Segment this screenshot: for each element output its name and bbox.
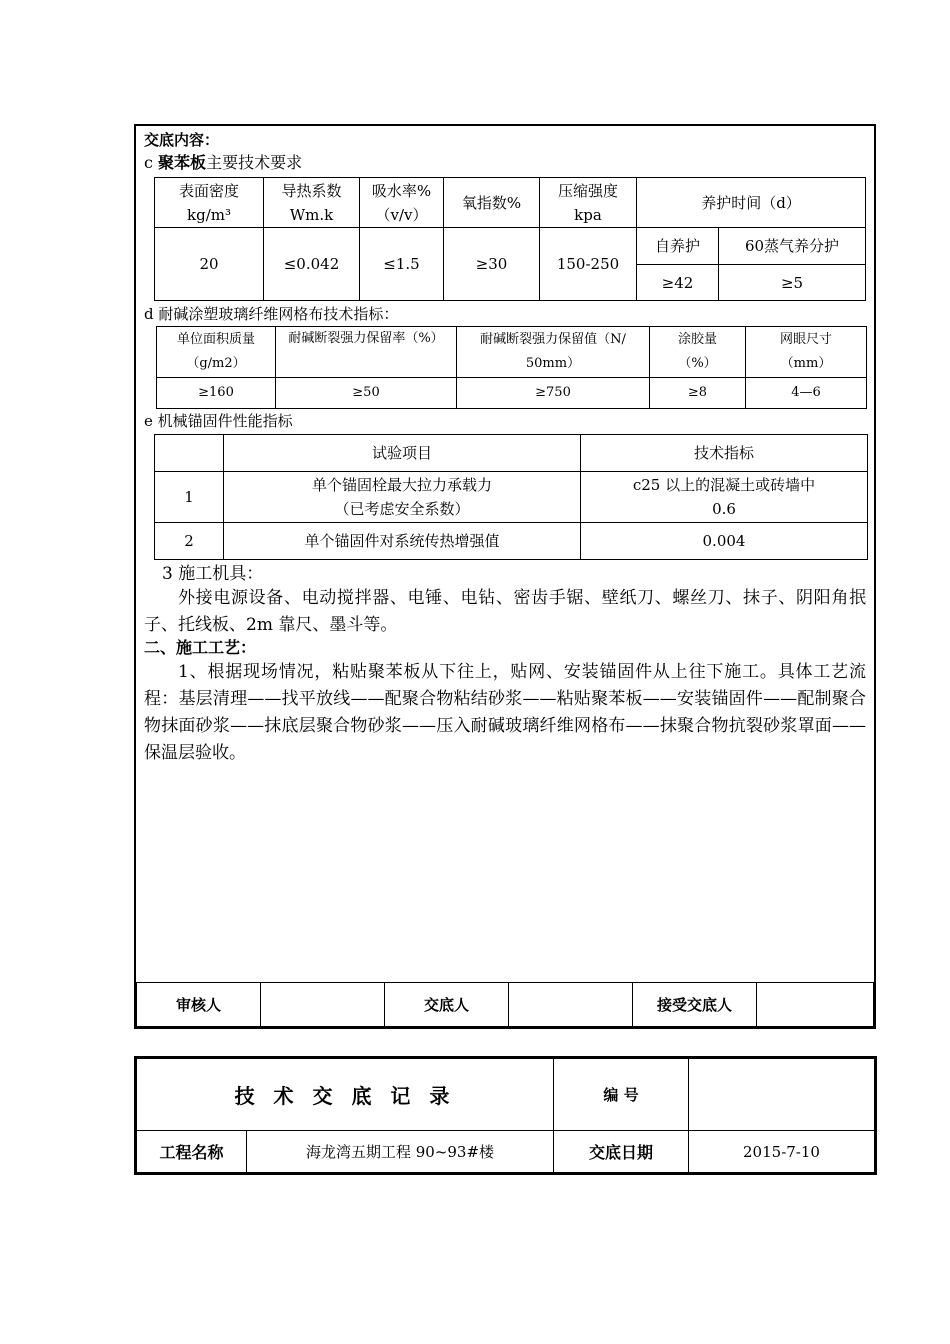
header-curing-time: 养护时间（d） [637,178,866,228]
process-text: 1、根据现场情况，粘贴聚苯板从下往上，贴网、安装锚固件从上往下施工。具体工艺流程：基层清理——找平放线——配聚合物粘结砂浆——粘贴聚苯板——安装锚固件——配制聚合物抹面砂浆——抹底层聚合物砂浆——压入耐碱玻璃纤维网格布——抹聚合物抗裂砂浆罩面——保温层验收。 [144,662,866,763]
header-compressive [540,178,637,228]
disclosure-content-box [134,124,876,1029]
header-conductivity-label: 导热系数 [281,181,342,200]
header-retention-value-unit: 50mm） [525,356,581,371]
header-unit-mass [157,327,276,378]
header-conductivity [264,178,360,228]
value-mesh-size: 4—6 [746,378,867,409]
heading-c-rest: 主要技术要求 [206,153,303,172]
heading-c-bold: 聚苯板 [158,153,207,172]
row2-item: 单个锚固件对系统传热增强值 [224,523,581,560]
header-unit-mass-label: 单位面积质量 [176,332,255,347]
number-label: 编 号 [554,1059,689,1131]
header-unit-mass-unit: （g/m2） [186,356,246,371]
mesh-spec-table [156,326,867,409]
value-compressive: 150-250 [540,228,637,301]
date-label: 交底日期 [554,1131,689,1173]
tools-text: 外接电源设备、电动搅拌器、电锤、电钻、密齿手锯、壁纸刀、螺丝刀、抹子、阴阳角抿子、托线板、2m 靠尺、墨斗等。 [144,588,866,635]
record-header-table [136,1058,875,1173]
section-title: 交底内容： [144,131,220,149]
header-compressive-label: 压缩强度 [557,181,618,200]
header-test-item: 试验项目 [224,435,581,472]
process-heading: 二、施工工艺： [144,638,257,657]
header-coating-unit: （%） [678,356,717,371]
header-tech-spec: 技术指标 [581,435,868,472]
row2-spec: 0.004 [581,523,868,560]
value-oxygen-index: ≥30 [444,228,540,301]
heading-e: e 机械锚固件性能指标 [144,412,293,430]
header-absorption-unit: （v/v） [375,205,428,224]
date-value: 2015-7-10 [689,1131,875,1173]
presenter-field[interactable] [509,983,633,1027]
project-name-label: 工程名称 [137,1131,247,1173]
heading-d: d 耐碱涂塑玻璃纤维网格布技术指标： [144,305,399,323]
reviewer-label: 审核人 [137,983,261,1027]
row2-no: 2 [155,523,224,560]
header-coating [650,327,746,378]
header-coating-label: 涂胶量 [677,332,717,347]
row1-item-line1: 单个锚固栓最大拉力承载力 [311,476,492,494]
row1-spec-line1: c25 以上的混凝土或砖墙中 [632,476,816,494]
value-retention-rate: ≥50 [276,378,457,409]
polystyrene-spec-table [154,177,866,301]
row1-no: 1 [155,472,224,523]
record-header-box [134,1056,877,1175]
header-density [155,178,264,228]
number-value[interactable] [689,1059,875,1131]
row1-item-line2: （已考虑安全系数） [334,500,470,518]
header-oxygen-index: 氧指数% [444,178,540,228]
header-mesh-size [746,327,867,378]
value-conductivity: ≤0.042 [264,228,360,301]
value-density: 20 [155,228,264,301]
header-absorption-label: 吸水率% [371,181,432,200]
signature-table [136,982,874,1027]
record-title: 技 术 交 底 记 录 [137,1059,554,1131]
value-coating: ≥8 [650,378,746,409]
value-self-curing: ≥42 [637,265,719,301]
tools-heading: 3 施工机具： [162,564,264,584]
project-name-value: 海龙湾五期工程 90~93#楼 [247,1131,554,1173]
row1-spec [581,472,868,523]
sub-header-self-curing: 自养护 [637,228,719,265]
presenter-label: 交底人 [385,983,509,1027]
anchor-spec-table [154,434,868,560]
value-absorption: ≤1.5 [360,228,444,301]
header-mesh-size-label: 网眼尺寸 [779,332,832,347]
sub-header-steam-curing: 60蒸气养分护 [719,228,866,265]
row1-spec-line2: 0.6 [712,500,736,518]
value-retention-value: ≥750 [457,378,650,409]
header-retention-value [457,327,650,378]
header-density-unit: kg/m³ [187,205,231,224]
header-retention-value-label: 耐碱断裂强力保留值（N/ [480,332,626,347]
value-steam-curing: ≥5 [719,265,866,301]
receiver-field[interactable] [757,983,874,1027]
header-retention-rate: 耐碱断裂强力保留率（%） [276,327,457,378]
header-density-label: 表面密度 [178,181,239,200]
heading-c-prefix: c [144,153,159,172]
row1-item [224,472,581,523]
header-conductivity-unit: Wm.k [289,205,334,224]
header-no [155,435,224,472]
value-unit-mass: ≥160 [157,378,276,409]
header-mesh-size-unit: （mm） [780,356,832,371]
receiver-label: 接受交底人 [633,983,757,1027]
header-absorption [360,178,444,228]
heading-c [144,152,302,174]
reviewer-field[interactable] [261,983,385,1027]
header-compressive-unit: kpa [574,205,602,224]
